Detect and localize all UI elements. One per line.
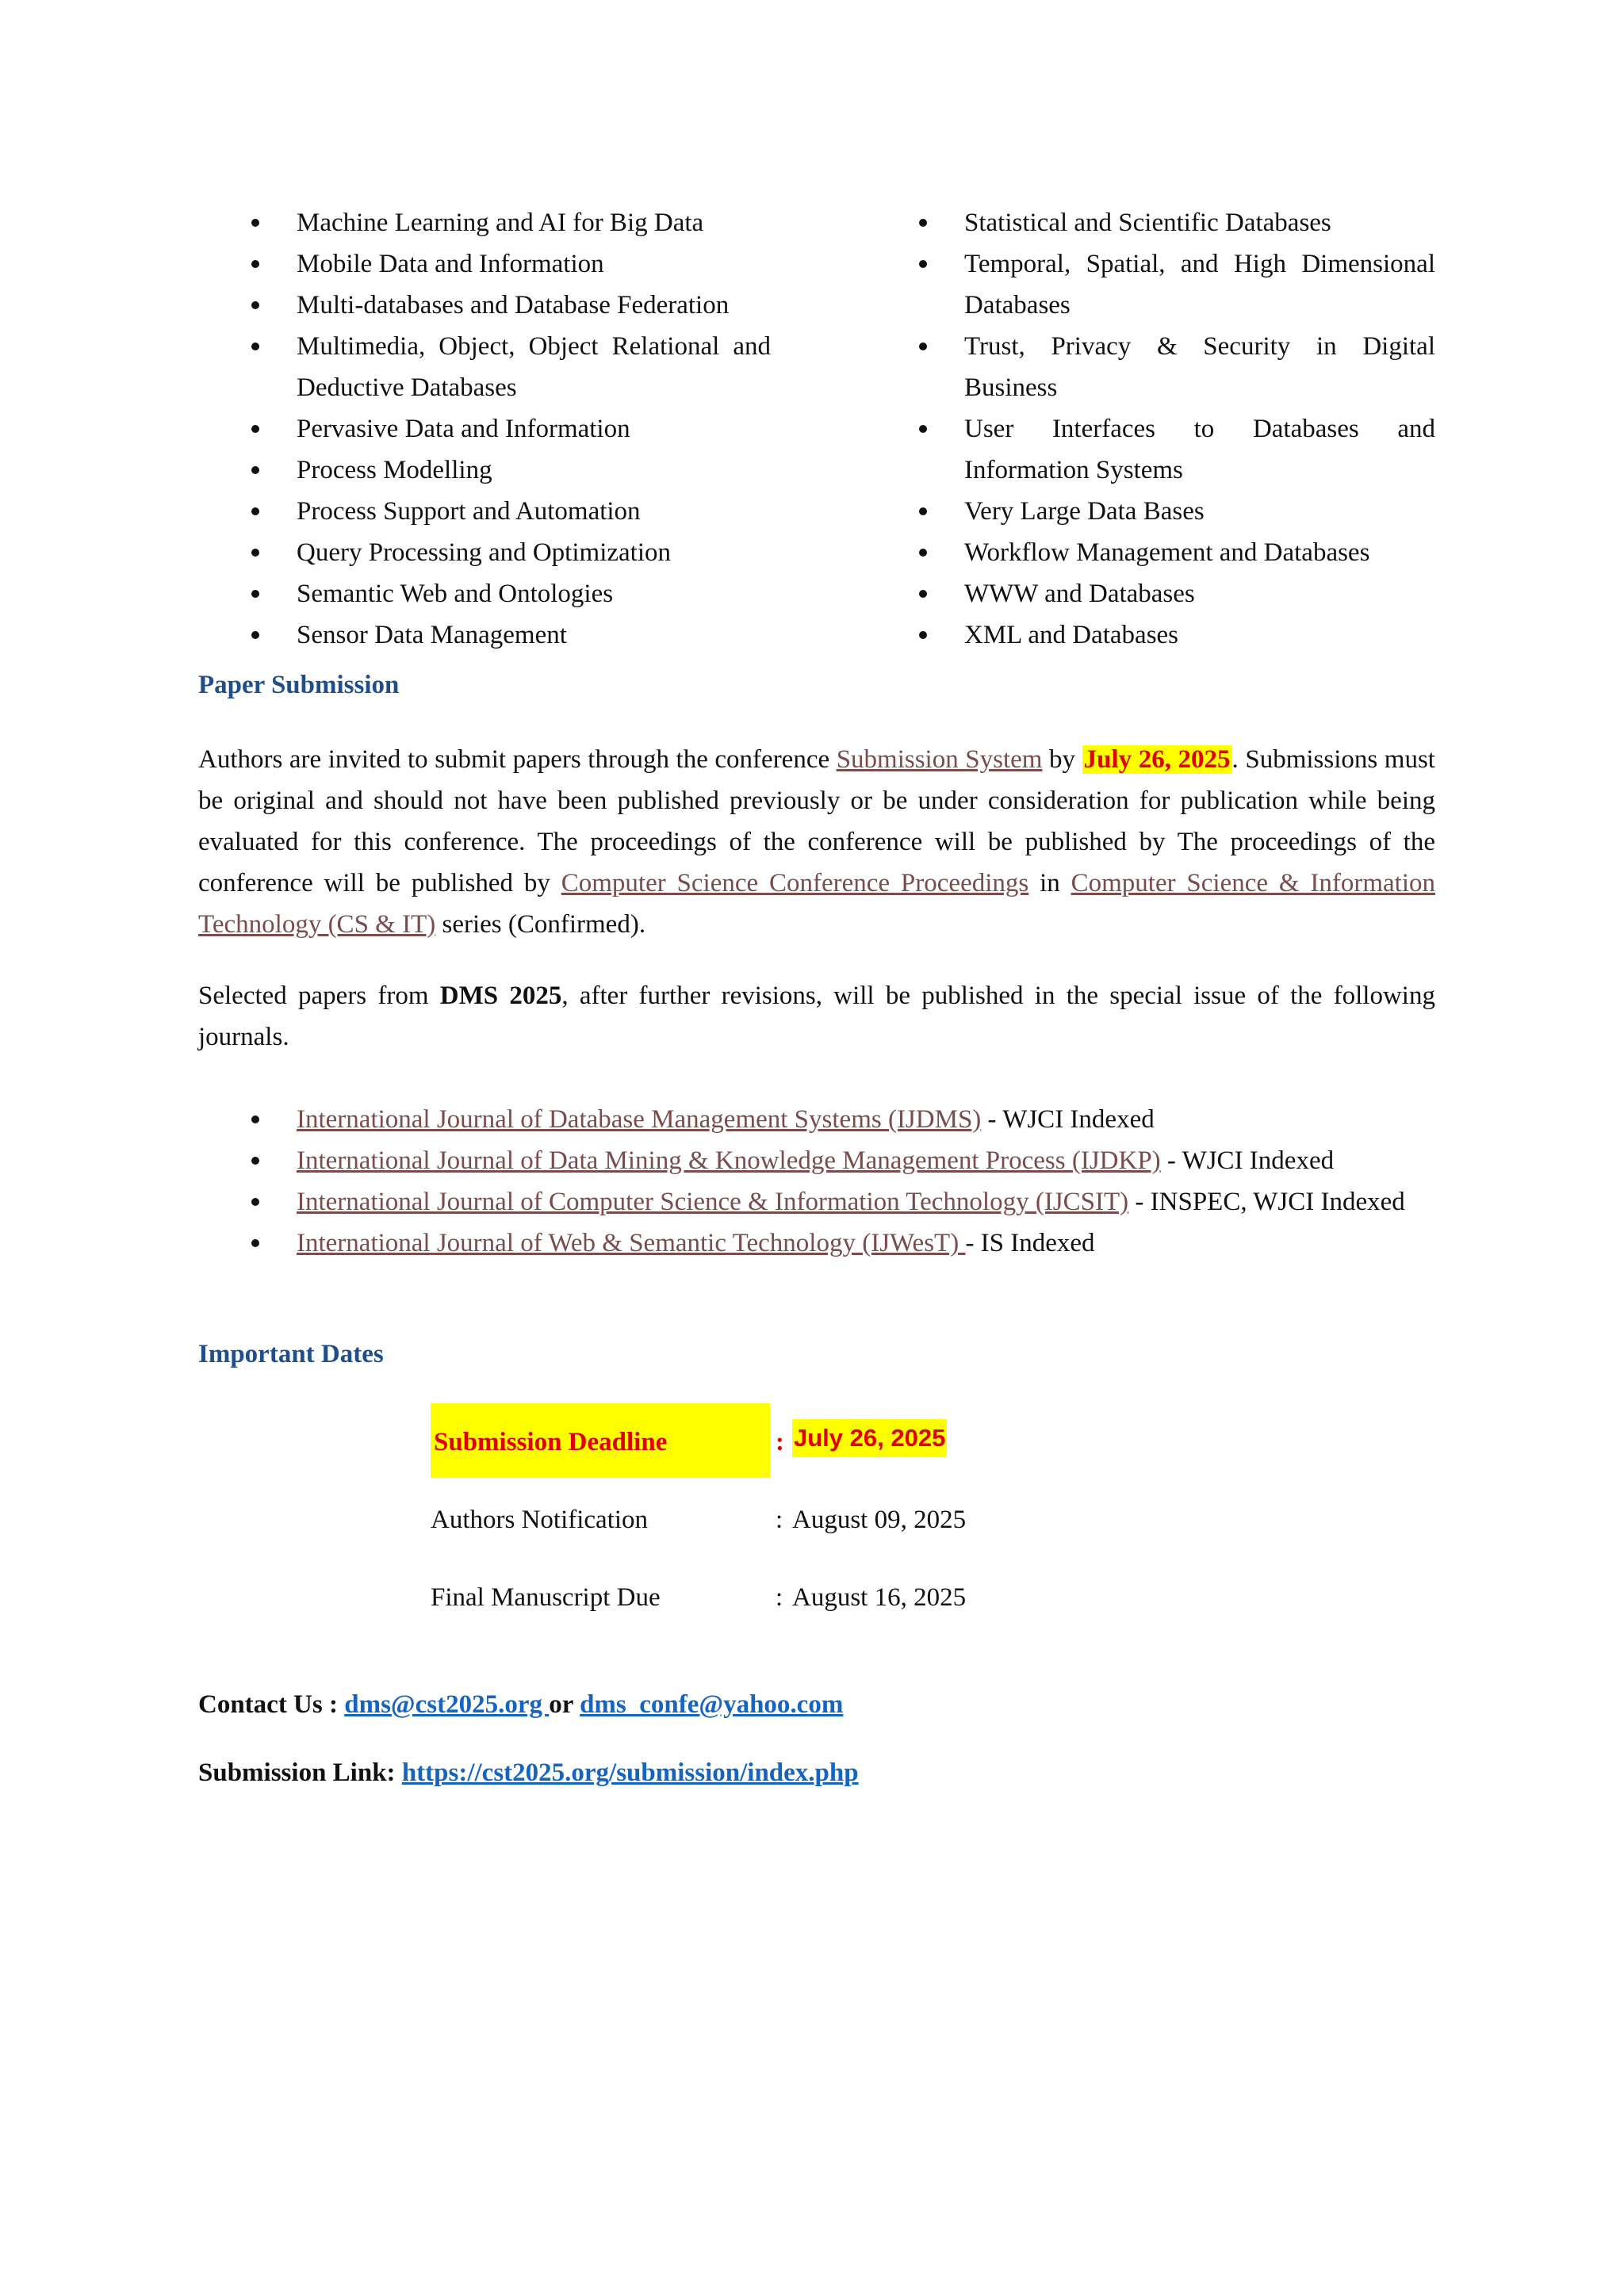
list-item: Sensor Data Management xyxy=(198,614,771,656)
submission-url-link[interactable]: https://cst2025.org/submission/index.php xyxy=(401,1758,859,1787)
contact-line xyxy=(198,1684,843,1725)
submission-paragraph xyxy=(198,739,1435,945)
conference-name: DMS 2025 xyxy=(439,982,562,1010)
submission-in-text: in xyxy=(1028,869,1071,897)
submission-link-label: Submission Link: xyxy=(198,1758,402,1787)
date-value: August 16, 2025 xyxy=(792,1583,967,1612)
selected-papers-end: , after further revisions, will be published in the special issue of the following journals. xyxy=(198,982,1435,1051)
journals-list xyxy=(198,1099,1435,1264)
list-item: WWW and Databases xyxy=(866,573,1435,614)
contact-label: Contact Us : xyxy=(198,1690,345,1719)
list-item: Semantic Web and Ontologies xyxy=(198,573,771,614)
journal-index: - WJCI Indexed xyxy=(1160,1146,1335,1175)
submission-system-link[interactable]: Submission System xyxy=(836,745,1043,774)
journal-index: - INSPEC, WJCI Indexed xyxy=(1128,1188,1405,1216)
submission-link-line xyxy=(198,1752,859,1793)
topics-right-column xyxy=(866,202,1435,656)
date-separator: : xyxy=(776,1583,783,1612)
journal-link[interactable]: International Journal of Data Mining & Knowledge Management Process (IJDKP) xyxy=(297,1146,1161,1175)
journal-index: - WJCI Indexed xyxy=(981,1105,1155,1134)
date-row-final-manuscript xyxy=(431,1559,1065,1636)
journal-link[interactable]: International Journal of Database Management Systems (IJDMS) xyxy=(297,1105,982,1134)
list-item xyxy=(198,1099,1435,1140)
series-link[interactable]: Computer Science & Information Technology (CS & IT) xyxy=(198,869,1435,939)
date-value: July 26, 2025 xyxy=(792,1419,947,1457)
list-item xyxy=(198,1181,1435,1223)
proceedings-link[interactable]: Computer Science Conference Proceedings xyxy=(561,869,1029,897)
list-item: Multimedia, Object, Object Relational and Deductive Databases xyxy=(198,326,771,408)
list-item: Trust, Privacy & Security in Digital Business xyxy=(866,326,1435,408)
submission-by-text: by xyxy=(1042,745,1082,774)
date-separator: : xyxy=(776,1506,783,1534)
list-item: Process Modelling xyxy=(198,450,771,491)
list-item xyxy=(198,1140,1435,1181)
list-item xyxy=(198,1223,1435,1264)
selected-papers-paragraph xyxy=(198,975,1435,1058)
list-item: Process Support and Automation xyxy=(198,491,771,532)
topics-left-column xyxy=(198,202,771,656)
list-item: Workflow Management and Databases xyxy=(866,532,1435,573)
contact-email-secondary[interactable]: dms_confe@yahoo.com xyxy=(580,1690,844,1719)
list-item: User Interfaces to Databases and Information Systems xyxy=(866,408,1435,491)
dates-table xyxy=(431,1403,1065,1636)
submission-intro-text: Authors are invited to submit papers through the conference xyxy=(198,745,837,774)
date-label: Final Manuscript Due xyxy=(431,1583,661,1612)
journal-link[interactable]: International Journal of Computer Science & Information Technology (IJCSIT) xyxy=(297,1188,1129,1216)
list-item: Pervasive Data and Information xyxy=(198,408,771,450)
list-item: Statistical and Scientific Databases xyxy=(866,202,1435,243)
date-label: Authors Notification xyxy=(431,1506,649,1534)
submission-body-text: . Submissions must be original and should not have been published previously or be under consideration for publication while being evaluated for this conference. The proceedings of the conference will be published by The proceedings of the conference will be published by xyxy=(198,745,1435,897)
list-item: Multi-databases and Database Federation xyxy=(198,285,771,326)
list-item: Temporal, Spatial, and High Dimensional Databases xyxy=(866,243,1435,326)
date-row-authors-notification xyxy=(431,1481,1065,1559)
date-label: Submission Deadline xyxy=(434,1428,668,1456)
selected-papers-start: Selected papers from xyxy=(198,982,440,1010)
list-item: XML and Databases xyxy=(866,614,1435,656)
contact-or: or xyxy=(549,1690,580,1719)
journal-link[interactable]: International Journal of Web & Semantic Technology (IJWesT) xyxy=(297,1229,966,1257)
date-separator: : xyxy=(776,1428,784,1456)
list-item: Very Large Data Bases xyxy=(866,491,1435,532)
list-item: Machine Learning and AI for Big Data xyxy=(198,202,771,243)
submission-end-text: series (Confirmed). xyxy=(435,910,646,939)
paper-submission-heading: Paper Submission xyxy=(198,671,400,699)
date-value: August 09, 2025 xyxy=(792,1506,967,1534)
list-item: Query Processing and Optimization xyxy=(198,532,771,573)
submission-deadline-highlight: July 26, 2025 xyxy=(1083,745,1231,774)
list-item: Mobile Data and Information xyxy=(198,243,771,285)
date-row-submission-deadline xyxy=(431,1403,1065,1481)
important-dates-heading: Important Dates xyxy=(198,1340,384,1368)
journal-index: - IS Indexed xyxy=(965,1229,1095,1257)
contact-email-primary[interactable]: dms@cst2025.org xyxy=(344,1690,550,1719)
